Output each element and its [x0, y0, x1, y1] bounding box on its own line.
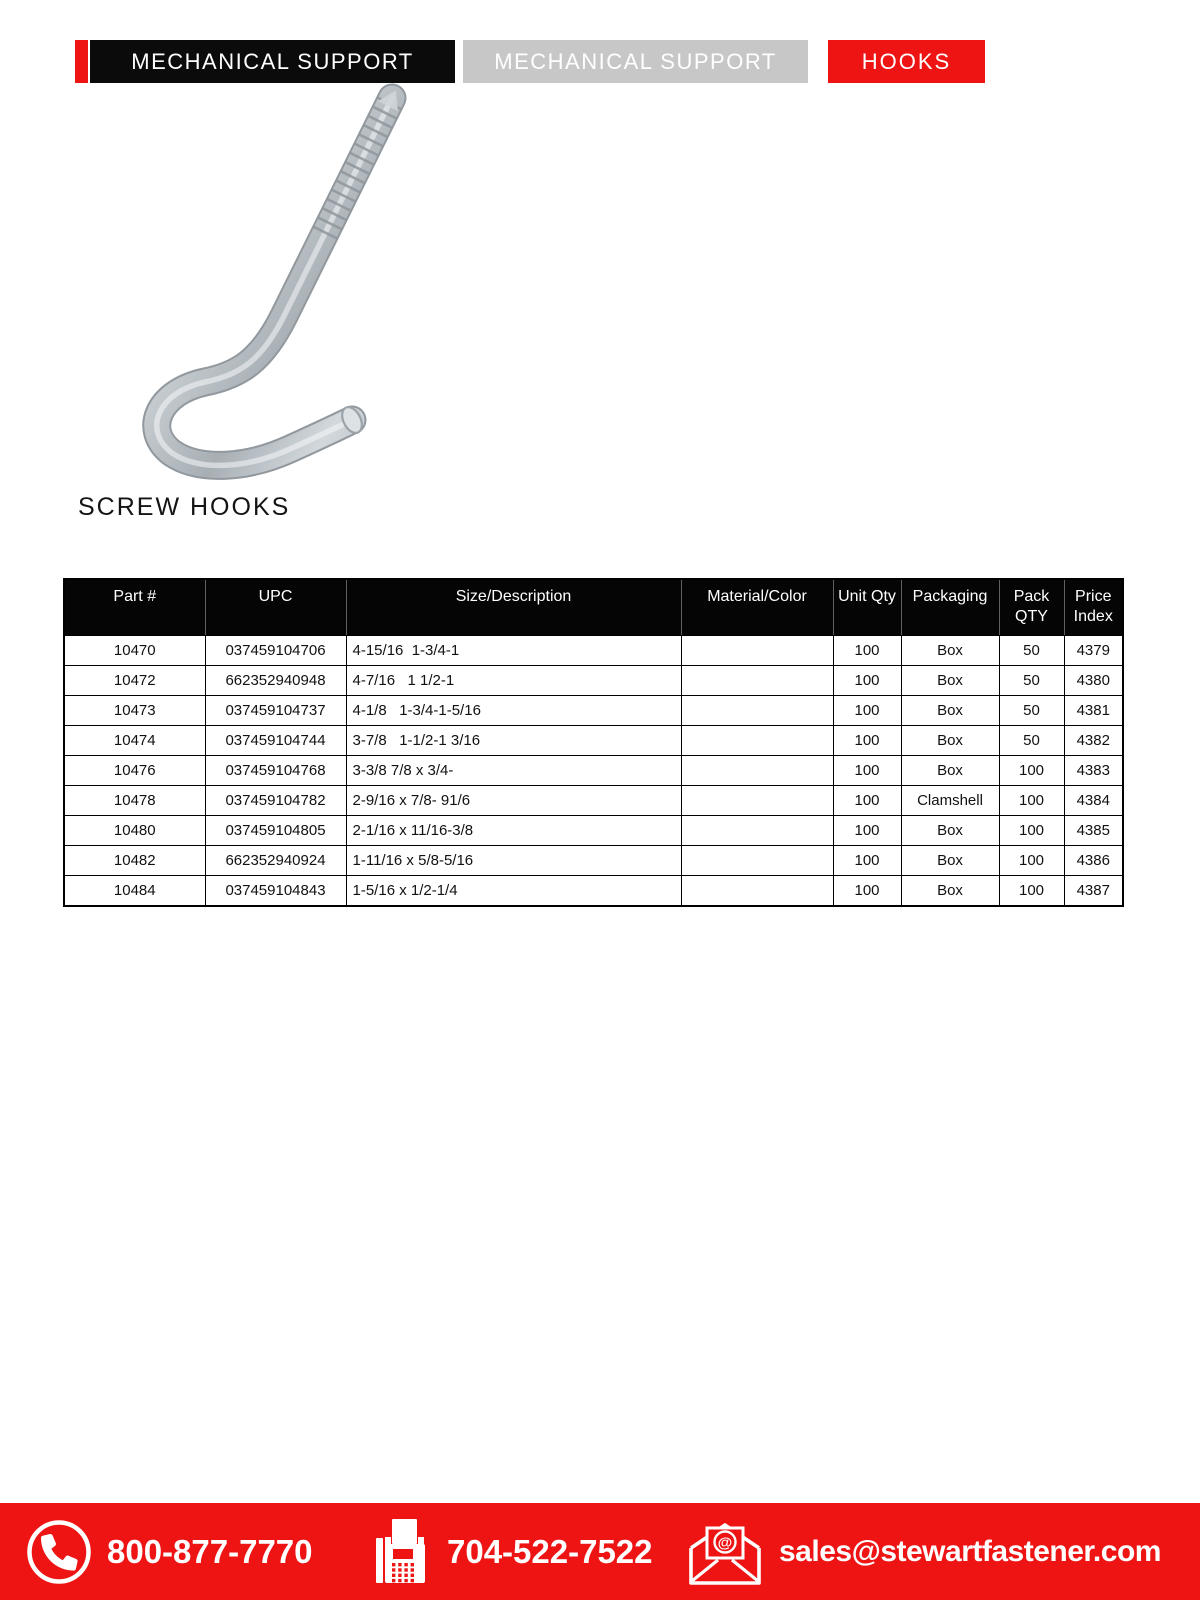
tab-label: HOOKS	[861, 48, 952, 74]
cell-price-index: 4383	[1064, 756, 1123, 786]
table-body	[64, 636, 1123, 907]
col-header-packaging: Packaging	[901, 579, 999, 636]
fax-contact	[376, 1503, 653, 1600]
table-row	[64, 876, 1123, 907]
table-row	[64, 666, 1123, 696]
cell-size-description: 2-1/16 x 11/16-3/8	[346, 816, 681, 846]
cell-unit-qty: 100	[833, 636, 901, 666]
cell-size-description: 1-5/16 x 1/2-1/4	[346, 876, 681, 907]
cell-upc: 037459104737	[205, 696, 346, 726]
cell-packaging: Box	[901, 636, 999, 666]
tab-label: MECHANICAL SUPPORT	[131, 48, 414, 74]
cell-size-description: 4-15/16 1-3/4-1	[346, 636, 681, 666]
table-row	[64, 726, 1123, 756]
table-header	[64, 579, 1123, 636]
table-row	[64, 816, 1123, 846]
cell-unit-qty: 100	[833, 726, 901, 756]
col-header-price-index: Price Index	[1064, 579, 1123, 636]
phone-number: 800-877-7770	[107, 1532, 313, 1570]
cell-part-number: 10480	[64, 816, 205, 846]
cell-price-index: 4379	[1064, 636, 1123, 666]
cell-pack-qty: 50	[999, 726, 1064, 756]
svg-text:@: @	[717, 1534, 733, 1551]
table-header-row	[64, 579, 1123, 636]
cell-price-index: 4384	[1064, 786, 1123, 816]
cell-packaging: Box	[901, 756, 999, 786]
screw-hook-photo	[100, 82, 440, 482]
cell-packaging: Box	[901, 876, 999, 907]
cell-upc: 037459104706	[205, 636, 346, 666]
cell-material-color	[681, 636, 833, 666]
cell-size-description: 4-7/16 1 1/2-1	[346, 666, 681, 696]
cell-unit-qty: 100	[833, 846, 901, 876]
cell-size-description: 4-1/8 1-3/4-1-5/16	[346, 696, 681, 726]
cell-material-color	[681, 696, 833, 726]
cell-material-color	[681, 666, 833, 696]
cell-packaging: Box	[901, 816, 999, 846]
tab-subcategory-hooks	[828, 40, 985, 83]
cell-price-index: 4381	[1064, 696, 1123, 726]
cell-material-color	[681, 816, 833, 846]
table-row	[64, 846, 1123, 876]
email-icon	[686, 1517, 764, 1587]
cell-material-color	[681, 876, 833, 907]
cell-unit-qty: 100	[833, 696, 901, 726]
cell-price-index: 4380	[1064, 666, 1123, 696]
col-header-unit-qty: Unit Qty	[833, 579, 901, 636]
cell-price-index: 4385	[1064, 816, 1123, 846]
cell-price-index: 4382	[1064, 726, 1123, 756]
cell-upc: 037459104768	[205, 756, 346, 786]
cell-part-number: 10476	[64, 756, 205, 786]
tab-section-mechanical-support	[90, 40, 455, 83]
cell-upc: 037459104744	[205, 726, 346, 756]
cell-unit-qty: 100	[833, 786, 901, 816]
table-row	[64, 786, 1123, 816]
col-header-upc: UPC	[205, 579, 346, 636]
cell-upc: 662352940948	[205, 666, 346, 696]
cell-packaging: Clamshell	[901, 786, 999, 816]
tab-category-mechanical-support	[463, 40, 808, 83]
cell-part-number: 10473	[64, 696, 205, 726]
cell-unit-qty: 100	[833, 816, 901, 846]
cell-unit-qty: 100	[833, 666, 901, 696]
cell-part-number: 10470	[64, 636, 205, 666]
cell-size-description: 3-3/8 7/8 x 3/4-	[346, 756, 681, 786]
cell-pack-qty: 100	[999, 756, 1064, 786]
cell-part-number: 10472	[64, 666, 205, 696]
cell-price-index: 4387	[1064, 876, 1123, 907]
cell-part-number: 10478	[64, 786, 205, 816]
cell-pack-qty: 100	[999, 846, 1064, 876]
col-header-material-color: Material/Color	[681, 579, 833, 636]
phone-icon	[26, 1519, 92, 1585]
cell-packaging: Box	[901, 726, 999, 756]
cell-material-color	[681, 726, 833, 756]
cell-material-color	[681, 846, 833, 876]
email-address: sales@stewartfastener.com	[779, 1534, 1161, 1568]
product-table	[63, 578, 1124, 907]
cell-part-number: 10484	[64, 876, 205, 907]
cell-size-description: 3-7/8 1-1/2-1 3/16	[346, 726, 681, 756]
cell-pack-qty: 50	[999, 636, 1064, 666]
fax-number: 704-522-7522	[447, 1532, 653, 1570]
table-row	[64, 696, 1123, 726]
cell-pack-qty: 50	[999, 666, 1064, 696]
cell-price-index: 4386	[1064, 846, 1123, 876]
cell-unit-qty: 100	[833, 876, 901, 907]
cell-upc: 662352940924	[205, 846, 346, 876]
table-row	[64, 756, 1123, 786]
cell-packaging: Box	[901, 846, 999, 876]
cell-unit-qty: 100	[833, 756, 901, 786]
col-header-part: Part #	[64, 579, 205, 636]
cell-material-color	[681, 756, 833, 786]
product-title: SCREW HOOKS	[78, 493, 291, 521]
cell-pack-qty: 100	[999, 876, 1064, 907]
cell-size-description: 2-9/16 x 7/8- 91/6	[346, 786, 681, 816]
cell-packaging: Box	[901, 696, 999, 726]
cell-pack-qty: 100	[999, 786, 1064, 816]
col-header-size-description: Size/Description	[346, 579, 681, 636]
cell-pack-qty: 100	[999, 816, 1064, 846]
tab-label: MECHANICAL SUPPORT	[494, 48, 777, 74]
phone-contact	[26, 1503, 313, 1600]
cell-pack-qty: 50	[999, 696, 1064, 726]
cell-upc: 037459104805	[205, 816, 346, 846]
accent-stripe	[75, 40, 88, 83]
cell-upc: 037459104843	[205, 876, 346, 907]
footer-contact-bar	[0, 1503, 1200, 1600]
cell-size-description: 1-11/16 x 5/8-5/16	[346, 846, 681, 876]
cell-upc: 037459104782	[205, 786, 346, 816]
cell-packaging: Box	[901, 666, 999, 696]
cell-part-number: 10482	[64, 846, 205, 876]
table-row	[64, 636, 1123, 666]
email-contact	[686, 1503, 1161, 1600]
cell-material-color	[681, 786, 833, 816]
fax-icon	[376, 1519, 432, 1585]
col-header-pack-qty: Pack QTY	[999, 579, 1064, 636]
cell-part-number: 10474	[64, 726, 205, 756]
